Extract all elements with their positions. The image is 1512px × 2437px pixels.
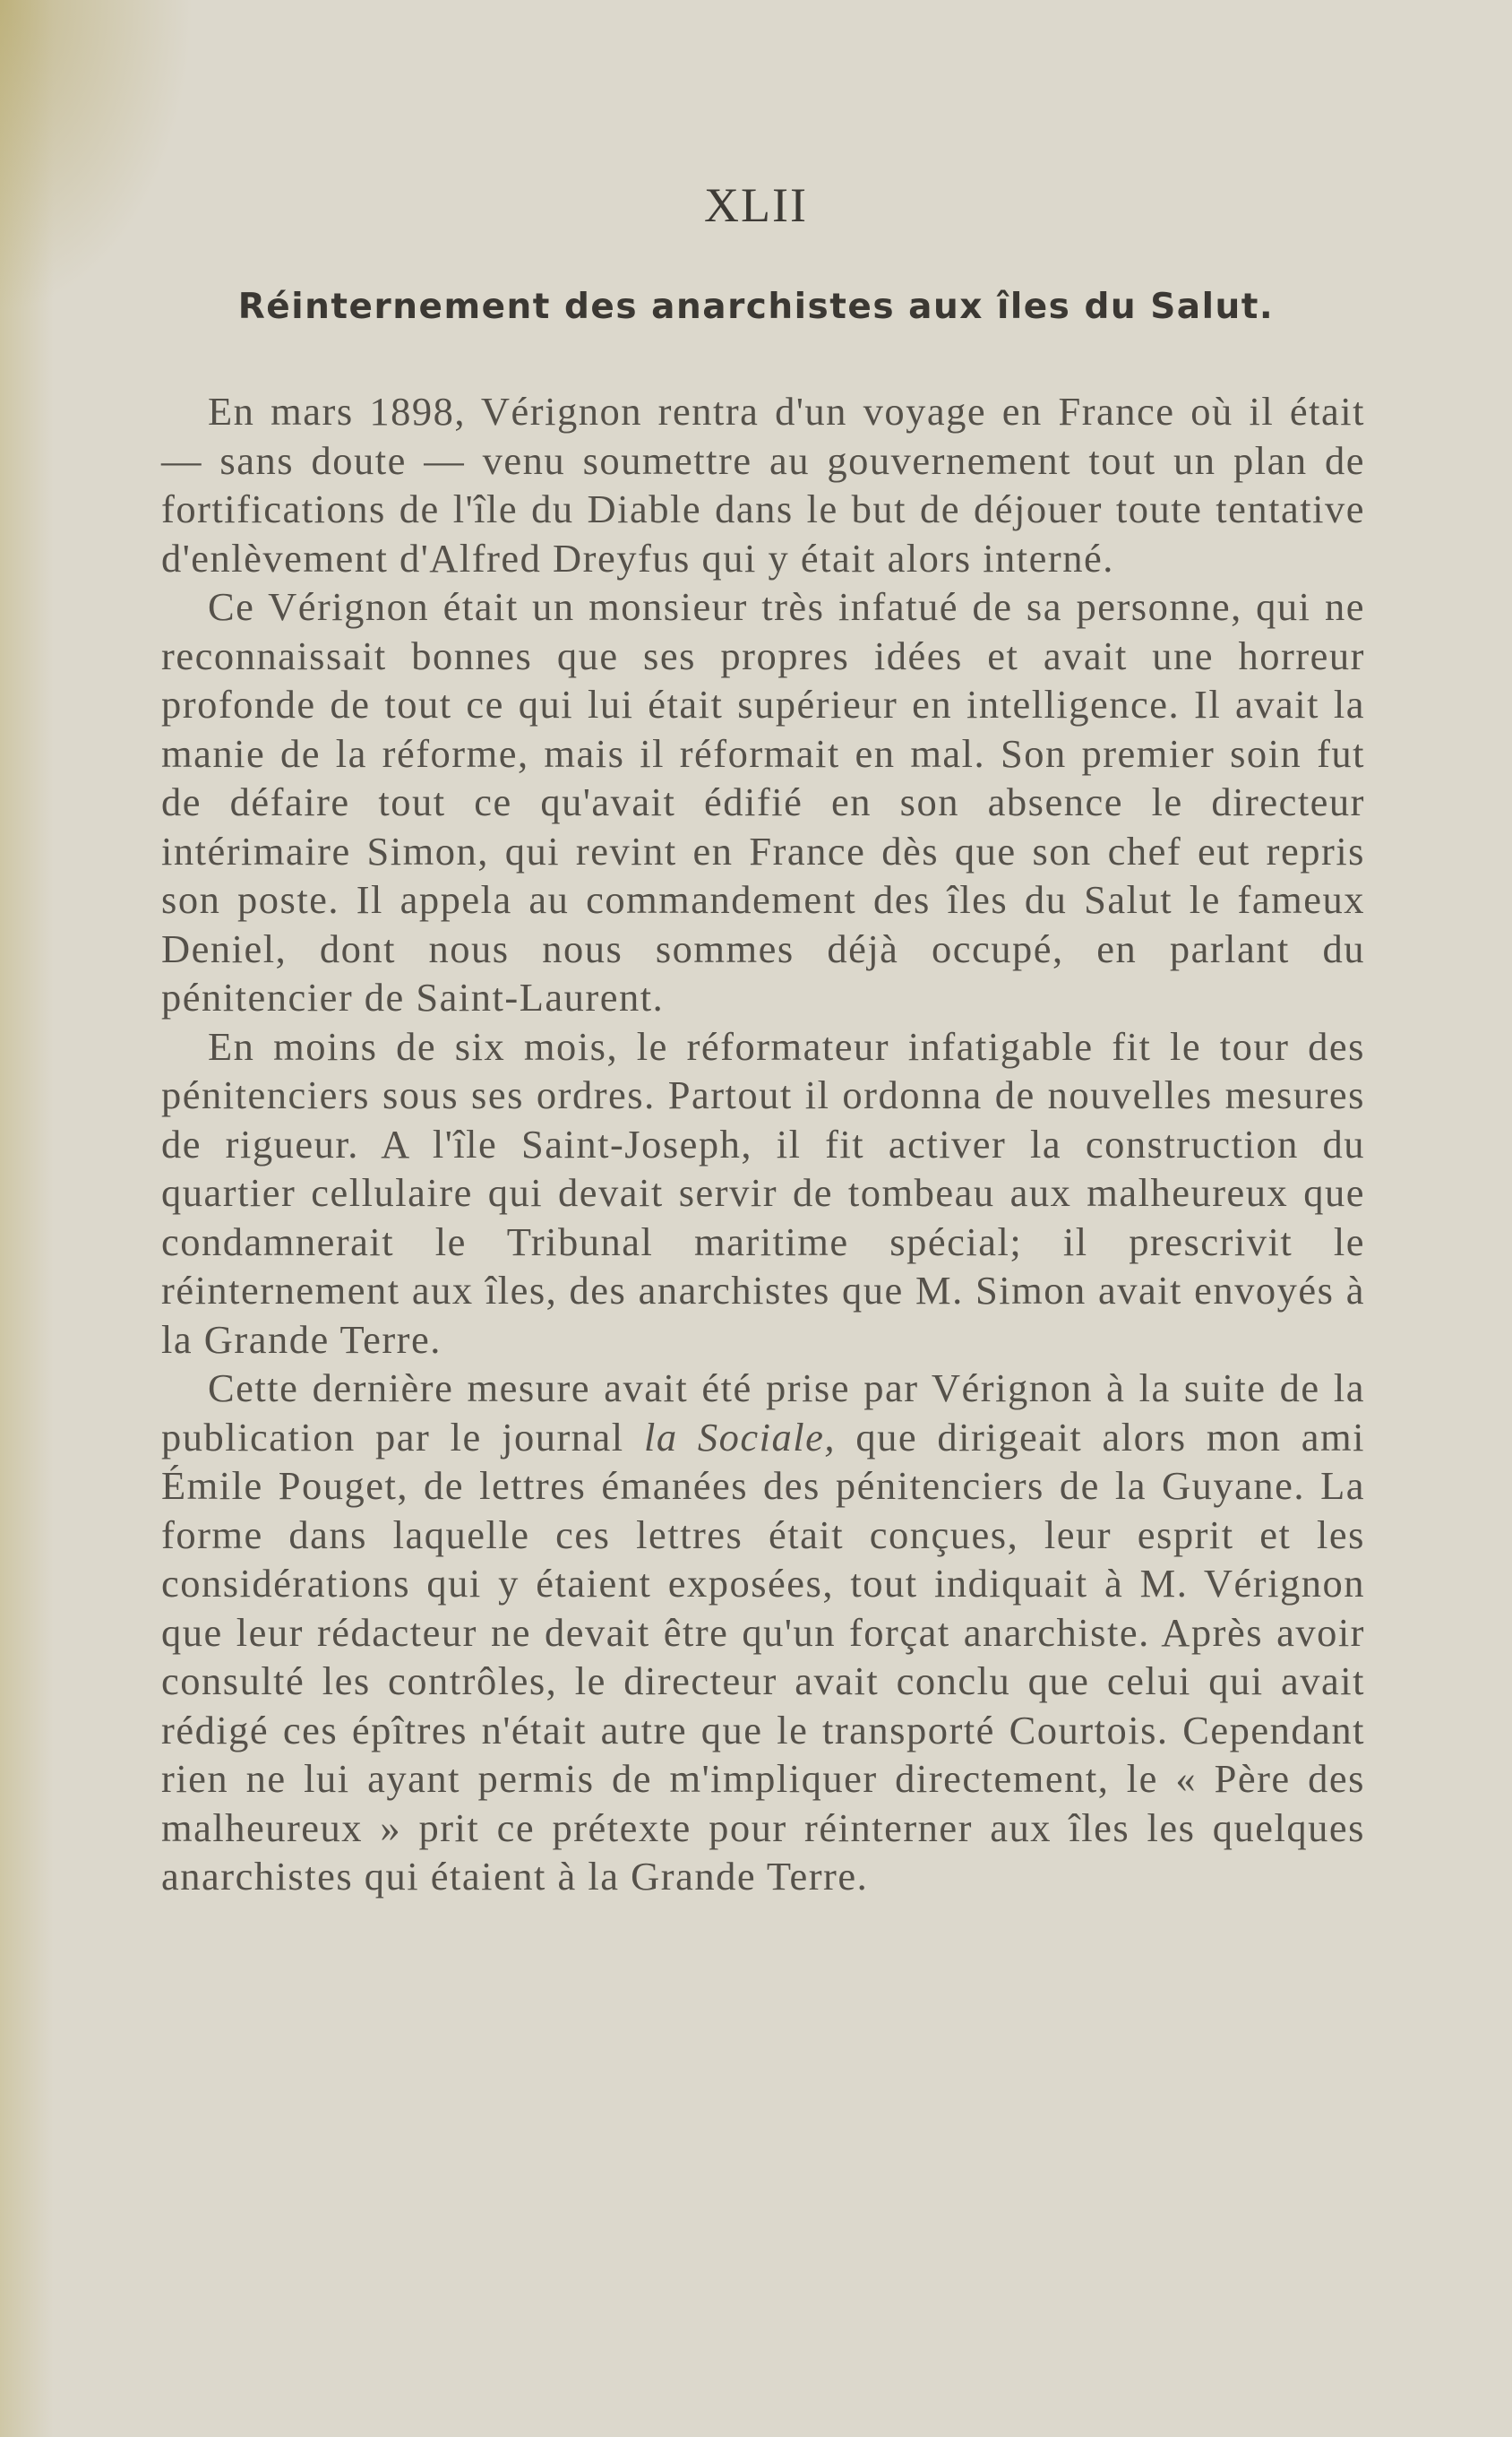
paragraph-4-end: que dirigeait alors mon ami Émile Pouget, de lettres émanées des pénitenciers de la Guyane. La forme dans laquelle ces lettres était conçues, leur esprit et les considérations qui y étaient exposées, tout indiquait à M. Vérignon que leur rédacteur ne devait être qu'un forçat anarchiste. Après avoir consulté les contrôles, le directeur avait conclu que celui qui avait rédigé ces épîtres n'était autre que le transporté Courtois. Cependant rien ne lui ayant permis de m'impliquer directement, le « Père des malheureux » prit ce prétexte pour réinterner aux îles les quelques anarchistes qui étaient à la Grande Terre. — [161, 1414, 1366, 1899]
paragraph-1: En mars 1898, Vérignon rentra d'un voyage en France où il était — sans doute — venu soumettre au gouvernement tout un plan de fortifications de l'île du Diable dans le but de déjouer toute tentative d'enlèvement d'Alfred Dreyfus qui y était alors interné. — [161, 389, 1365, 581]
paragraph-3: En moins de six mois, le réformateur infatigable fit le tour des pénitenciers sous ses ordres. Partout il ordonna de nouvelles mesures de rigueur. A l'île Saint-Joseph, il fit activer la construction du quartier cellulaire qui devait servir de tombeau aux malheureux que condamnerait le Tribunal maritime spécial; il prescrivit le réinternement aux îles, des anarchistes que M. Simon avait envoyés à la Grande Terre. — [161, 1023, 1365, 1362]
chapter-title: Réinternement des anarchistes aux îles du Salut. — [237, 287, 1275, 327]
journal-name: la Sociale, — [643, 1414, 837, 1460]
chapter-body — [161, 387, 1365, 1901]
paragraph-2: Ce Vérignon était un monsieur très infatué de sa personne, qui ne reconnaissait bonnes que ses propres idées et avait une horreur profonde de tout ce qui lui était supérieur en intelligence. Il avait la manie de la réforme, mais il réformait en mal. Son premier soin fut de défaire tout ce qu'avait édifié en son absence le directeur intérimaire Simon, qui revint en France dès que son chef eut repris son poste. Il appela au commandement des îles du Salut le fameux Deniel, dont nous nous sommes déjà occupé, en parlant du pénitencier de Saint-Laurent. — [161, 584, 1365, 1020]
paragraph-4-start: Cette dernière mesure avait été prise par Vérignon à la suite de la publication par le journal — [161, 1365, 1365, 1460]
paragraph-4 — [161, 1364, 1365, 1901]
chapter-number: XLII — [704, 178, 808, 232]
